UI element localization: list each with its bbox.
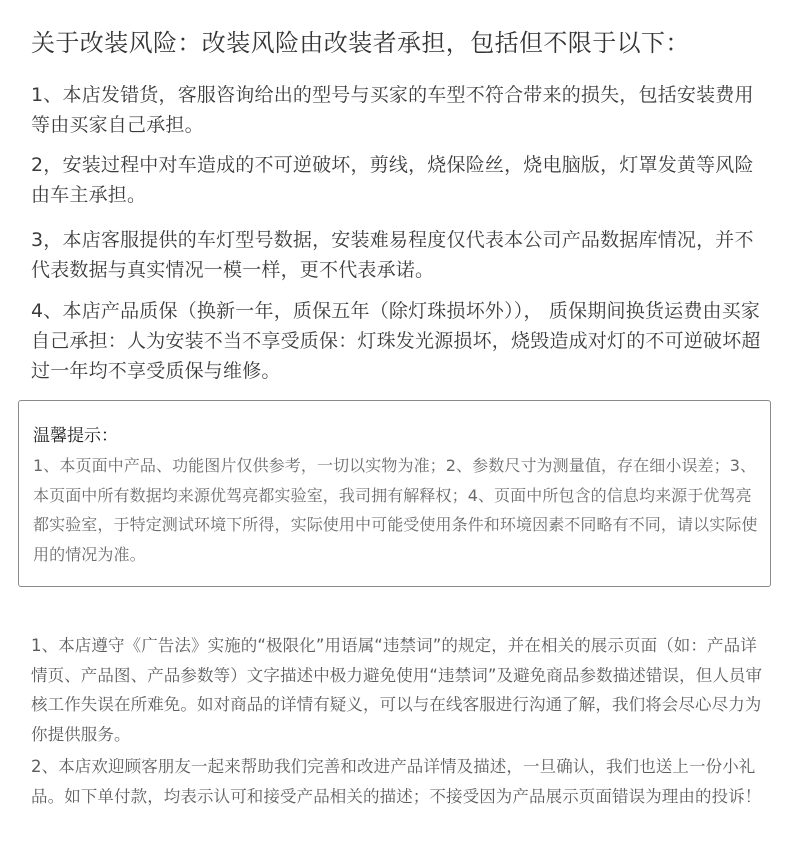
- notice-body: 1、本页面中产品、功能图片仅供参考，一切以实物为准；2、参数尺寸为测量值，存在细小误差；3、本页面中所有数据均来源优驾亮都实验室，我司拥有解释权；4、页面中所包含的信息均来源于优驾亮都实验室，于特定测试环境下所得，实际使用中可能受使用条件和环境因素不同略有不同，请以实际使用的情况为准。: [33, 456, 758, 564]
- risk-item-1: 1、本店发错货，客服咨询给出的型号与买家的车型不符合带来的损失，包括安装费用等由买家自己承担。: [31, 84, 754, 136]
- risk-item-4: 4、本店产品质保（换新一年，质保五年（除灯珠损坏外））， 质保期间换货运费由买家自己承担：人为安装不当不享受质保：灯珠发光源损坏，烧毁造成对灯的不可逆破坏超过一年均不享受质保与维修。: [31, 300, 761, 382]
- page-title: 关于改装风险：改装风险由改装者承担，包括但不限于以下：: [31, 29, 690, 57]
- risk-item-2: 2，安装过程中对车造成的不可逆破坏，剪线，烧保险丝，烧电脑版，灯罩发黄等风险由车主承担。: [31, 154, 754, 206]
- risk-item-3: 3，本店客服提供的车灯型号数据，安装难易程度仅代表本公司产品数据库情况，并不代表数据与真实情况一模一样，更不代表承诺。: [31, 229, 754, 281]
- disclaimer-item-2: 2、本店欢迎顾客朋友一起来帮助我们完善和改进产品详情及描述，一旦确认，我们也送上一份小礼品。如下单付款，均表示认可和接受产品相关的描述；不接受因为产品展示页面错误为理由的投诉！: [31, 757, 762, 806]
- notice-title: 温馨提示：: [33, 426, 118, 446]
- notice-box: [18, 400, 771, 587]
- disclaimer-item-1: 1、本店遵守《广告法》实施的“极限化”用语属“违禁词”的规定，并在相关的展示页面（如：产品详情页、产品图、产品参数等）文字描述中极力避免使用“违禁词”及避免商品参数描述错误，但人员审核工作失误在所难免。如对商品的详情有疑义，可以与在线客服进行沟通了解，我们将会尽心尽力为你提供服务。: [31, 636, 763, 744]
